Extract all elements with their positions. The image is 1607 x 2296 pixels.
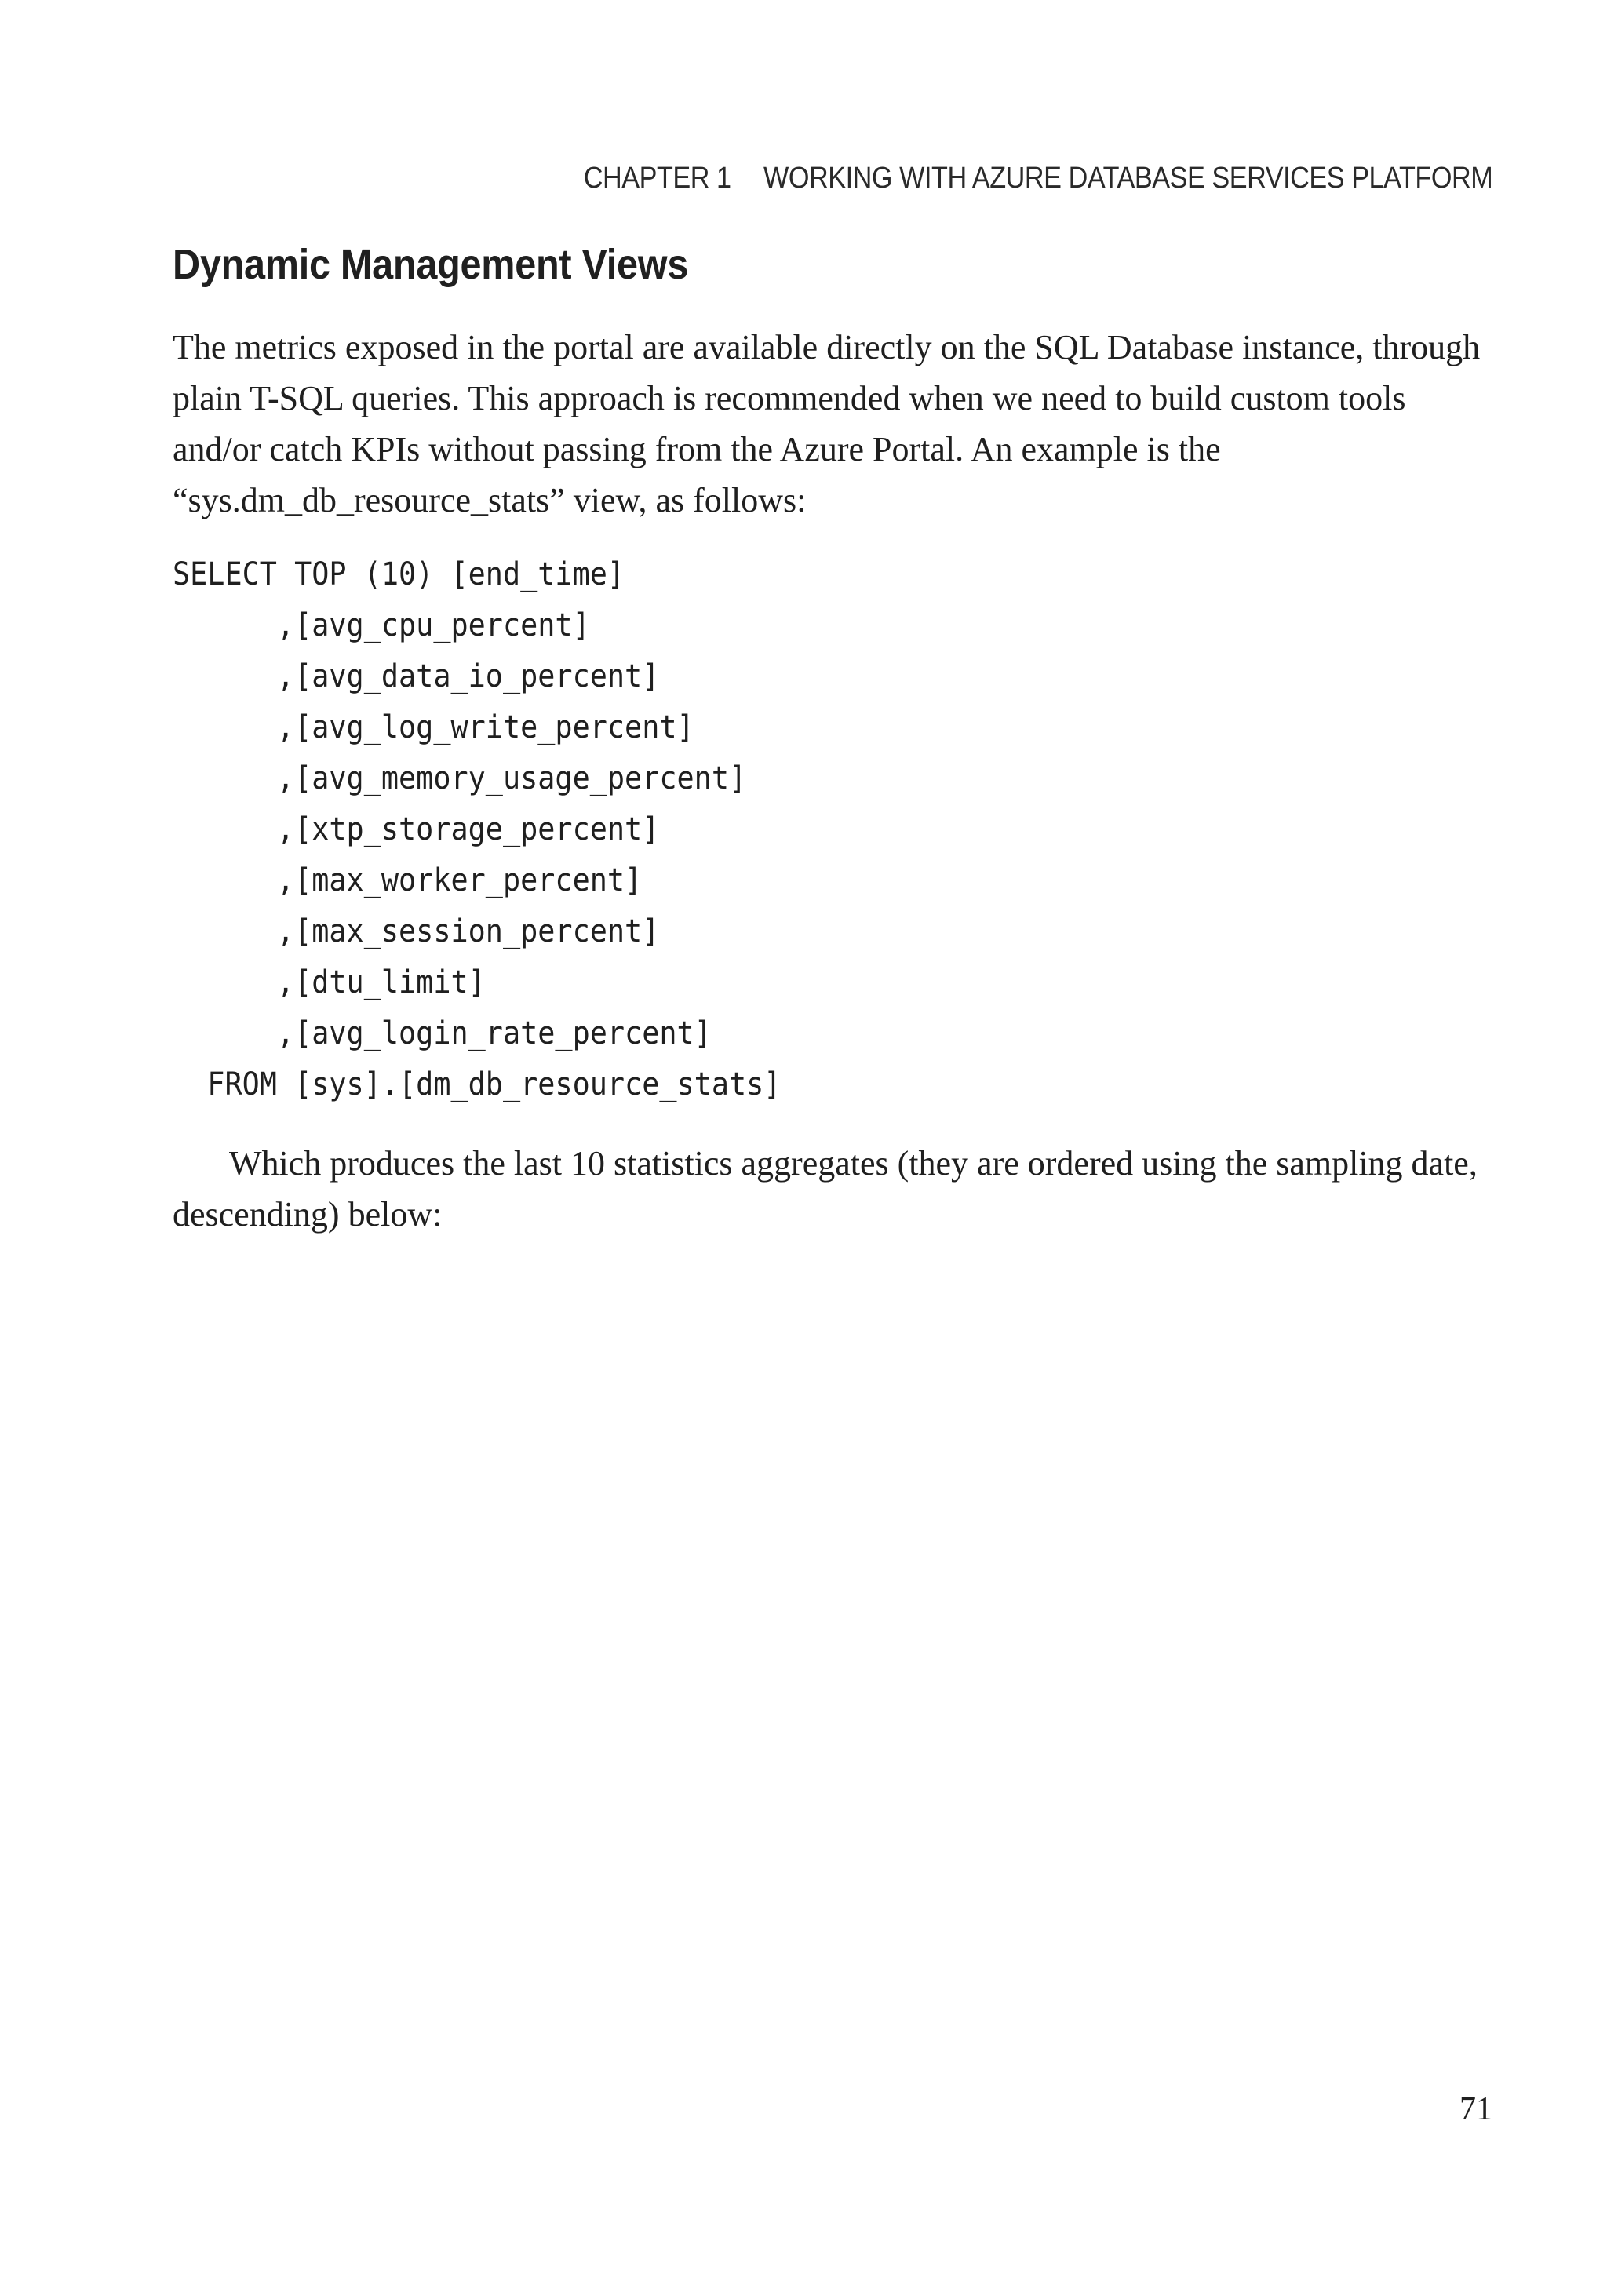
code-line: ,[dtu_limit] [173,964,486,1000]
code-line: SELECT TOP (10) [end_time] [173,556,625,592]
result-paragraph: Which produces the last 10 statistics aggregates (they are ordered using the sampling date, descending) below: [173,1144,1478,1234]
code-line: ,[avg_login_rate_percent] [173,1015,712,1051]
section-title: Dynamic Management Views [173,241,689,288]
intro-paragraph: The metrics exposed in the portal are available directly on the SQL Database instance, through plain T-SQL queries. This approach is recommended when we need to build custom tools and/or catch KPIs without passing from the Azure Portal. An example is the “sys.dm_db_resource_stats” view, as follows: [173,328,1481,519]
running-header [583,162,1492,195]
code-line: ,[avg_log_write_percent] [173,709,694,745]
code-line: ,[max_worker_percent] [173,862,643,898]
code-line: ,[avg_cpu_percent] [173,607,590,643]
code-line: ,[avg_memory_usage_percent] [173,760,747,796]
chapter-number: CHAPTER 1 [583,162,731,195]
sql-code-block [173,549,781,1110]
code-line: ,[max_session_percent] [173,913,660,949]
page-number: 71 [1459,2091,1492,2127]
code-line: ,[avg_data_io_percent] [173,658,660,694]
chapter-title: WORKING WITH AZURE DATABASE SERVICES PLATFORM [763,162,1492,195]
code-line: ,[xtp_storage_percent] [173,811,660,847]
code-line: FROM [sys].[dm_db_resource_stats] [173,1066,782,1102]
